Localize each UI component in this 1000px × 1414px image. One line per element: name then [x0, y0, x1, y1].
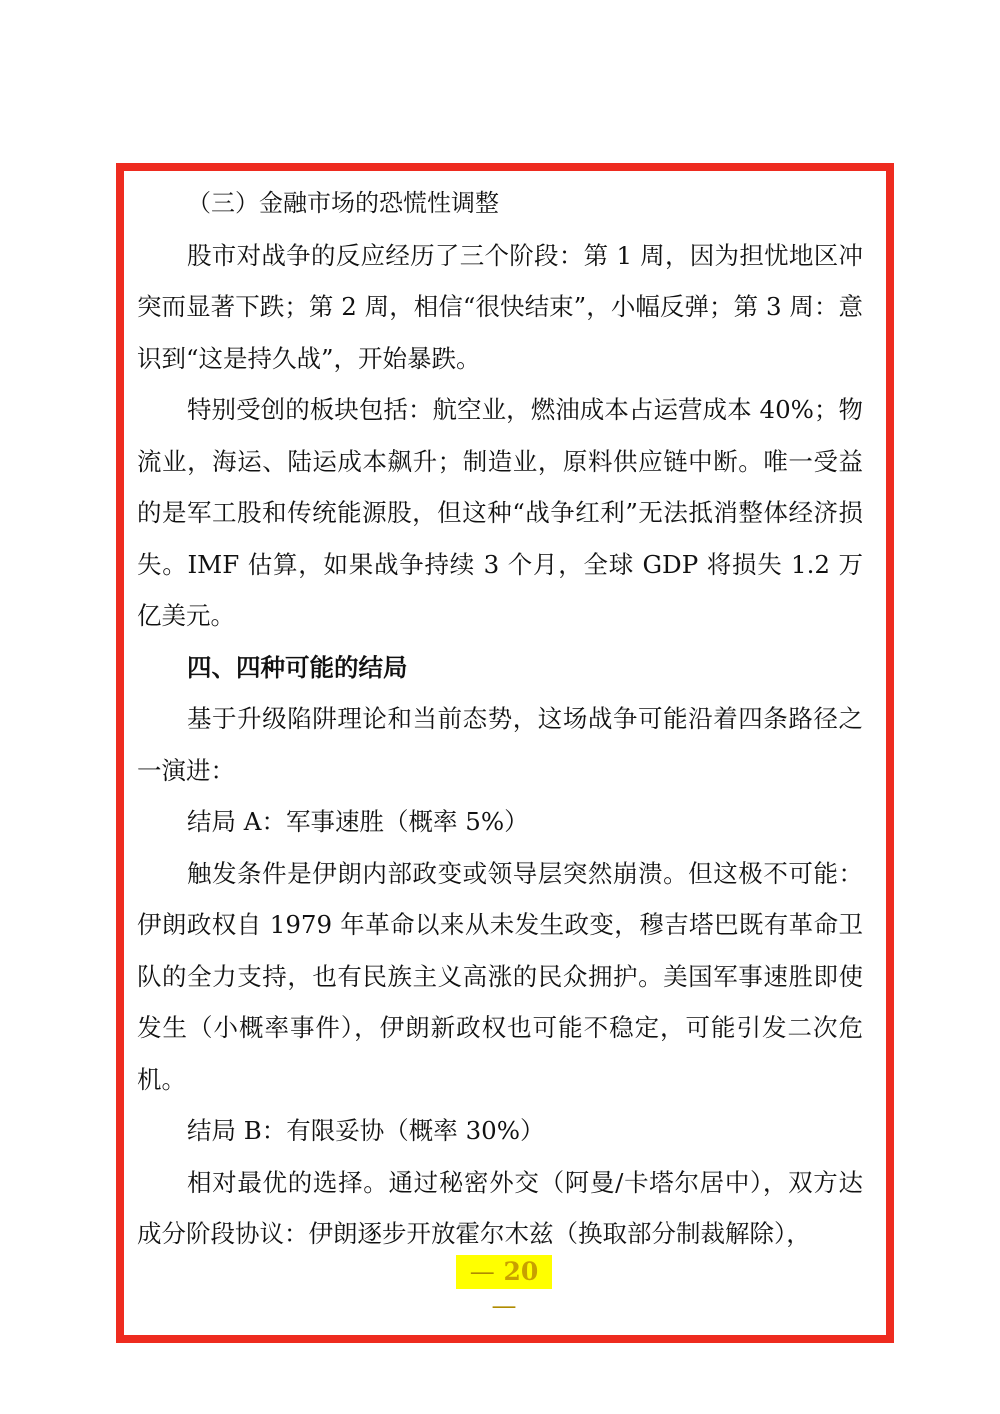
- page-number: 20: [503, 1257, 539, 1286]
- paragraph-affected-sectors: 特别受创的板块包括：航空业，燃油成本占运营成本 40%；物流业，海运、陆运成本飙升；制造业，原料供应链中断。唯一受益的是军工股和传统能源股，但这种“战争红利”无法抵消整体经济损失。IMF 估算，如果战争持续 3 个月，全球 GDP 将损失 1.2 万亿美元。: [137, 395, 863, 630]
- section-subheading: （三）金融市场的恐慌性调整: [187, 189, 499, 217]
- document-body: [137, 178, 863, 1260]
- paragraph-market-stages: 股市对战争的反应经历了三个阶段：第 1 周，因为担忧地区冲突而显著下跌；第 2 周，相信“很快结束”，小幅反弹；第 3 周：意识到“这是持久战”，开始暴跌。: [137, 240, 863, 373]
- paragraph-outcome-b: 相对最优的选择。通过秘密外交（阿曼/卡塔尔居中），双方达成分阶段协议：伊朗逐步开放霍尔木兹（换取部分制裁解除），: [137, 1167, 863, 1248]
- page-number-dash-left: —: [469, 1257, 495, 1286]
- paragraph-outcome-a: 触发条件是伊朗内部政变或领导层突然崩溃。但这极不可能：伊朗政权自 1979 年革命以来从未发生政变，穆吉塔巴既有革命卫队的全力支持，也有民族主义高涨的民众拥护。美国军事速胜即使发生（小概率事件），伊朗新政权也可能不稳定，可能引发二次危机。: [137, 858, 863, 1094]
- paragraph-intro: 基于升级陷阱理论和当前态势，这场战争可能沿着四条路径之一演进：: [137, 704, 863, 785]
- page-number-dash-right: —: [491, 1291, 517, 1320]
- outcome-b-title: 结局 B：有限妥协（概率 30%）: [187, 1116, 545, 1145]
- page-number-badge: [456, 1255, 552, 1320]
- outcome-a-title: 结局 A：军事速胜（概率 5%）: [187, 807, 529, 836]
- chapter-heading: 四、四种可能的结局: [187, 652, 408, 682]
